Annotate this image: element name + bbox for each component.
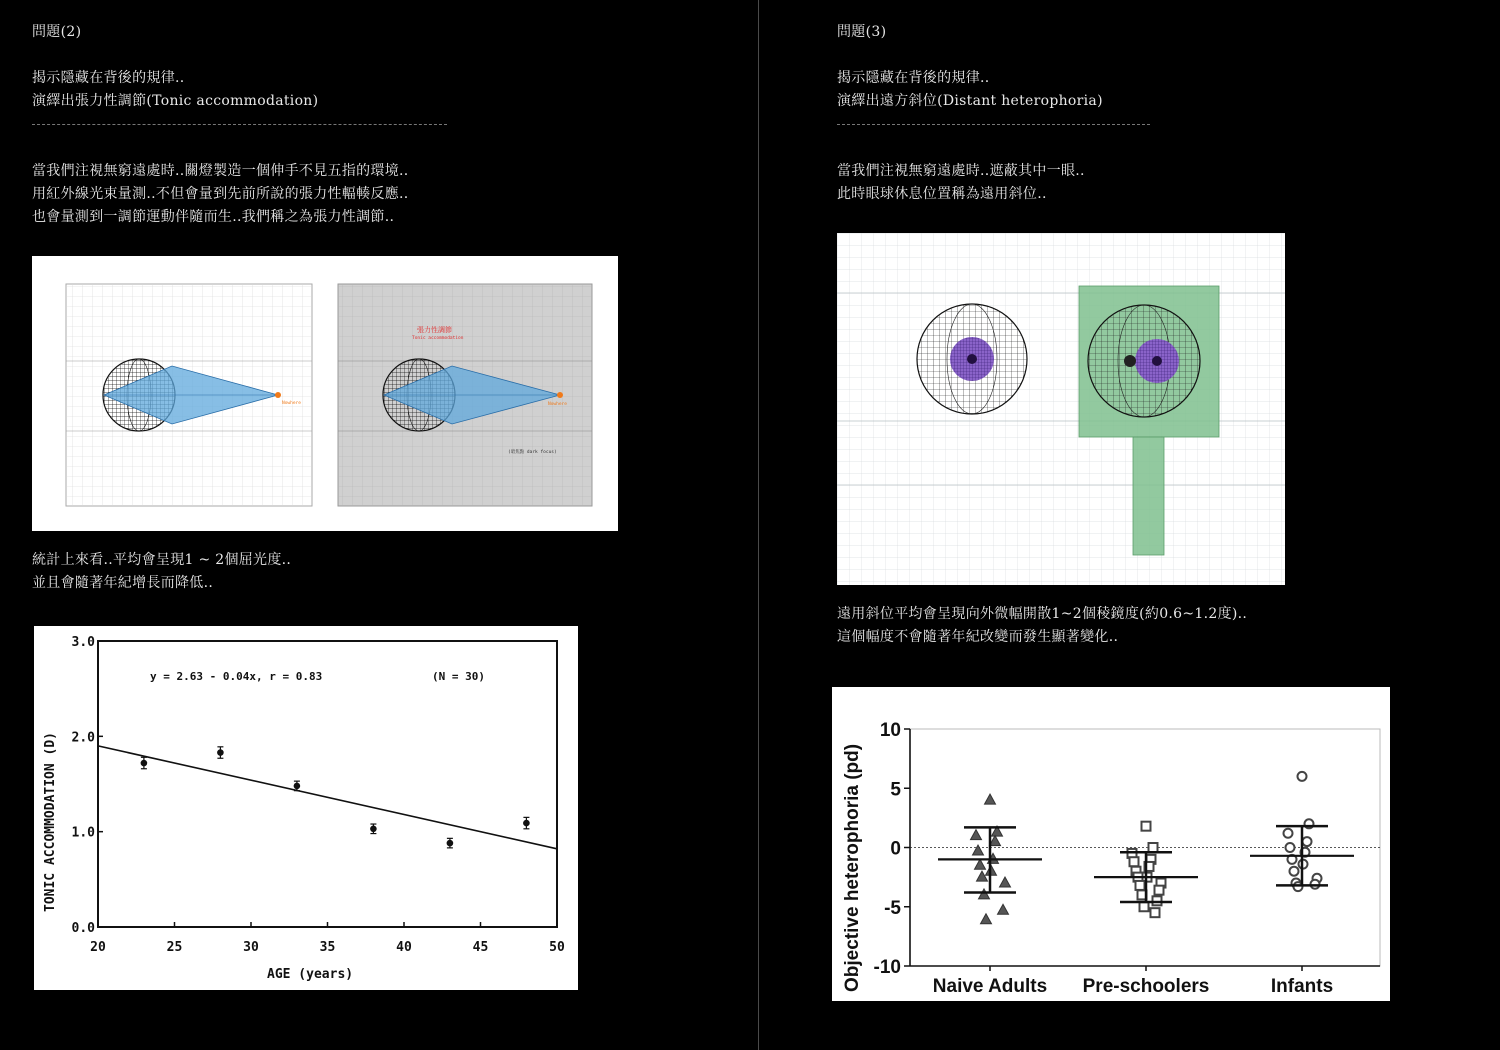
uncovered-eye-icon xyxy=(917,304,1027,414)
data-point xyxy=(523,820,530,827)
right-subtitle-label: Tonic accommodation xyxy=(412,336,464,341)
triangle-marker xyxy=(977,871,988,881)
square-marker xyxy=(1136,881,1145,890)
left-paragraph-line-3: 也會量測到一調節運動伴隨而生..我們稱之為張力性調節.. xyxy=(32,209,395,225)
tonic-accommodation-illustration xyxy=(32,256,618,531)
heterophoria-chart xyxy=(832,687,1390,1001)
left-intro-line-2: 演繹出張力性調節(Tonic accommodation) xyxy=(32,93,319,109)
circle-marker xyxy=(1303,837,1312,846)
triangle-marker xyxy=(981,914,992,924)
chart-x-axis-label: AGE (years) xyxy=(267,967,354,982)
data-point xyxy=(447,840,454,847)
right-paragraph-line-2: 此時眼球休息位置稱為遠用斜位.. xyxy=(837,186,1047,202)
chart-y-axis-label: Objective heterophoria (pd) xyxy=(842,743,863,992)
right-result-line-2: 這個幅度不會隨著年紀改變而發生顯著變化.. xyxy=(837,629,1119,645)
circle-marker xyxy=(1286,843,1295,852)
triangle-marker xyxy=(998,904,1009,914)
y-tick-label: -10 xyxy=(873,957,901,978)
y-tick-label: 3.0 xyxy=(71,635,95,650)
x-tick-label: 35 xyxy=(319,940,336,955)
chart-plot-frame xyxy=(910,729,1380,966)
right-title-label: 張力性調節 xyxy=(417,326,452,334)
group-label: Pre-schoolers xyxy=(1082,976,1210,997)
x-tick-label: 20 xyxy=(90,940,106,955)
group-label: Infants xyxy=(1270,976,1334,997)
triangle-marker xyxy=(973,845,984,855)
square-marker xyxy=(1130,857,1139,866)
square-marker xyxy=(1149,843,1158,852)
dark-focus-note: (暗焦點 dark focus) xyxy=(508,450,557,455)
y-tick-label: 0.0 xyxy=(71,921,95,936)
circle-marker xyxy=(1290,867,1299,876)
left-paragraph-line-1: 當我們注視無窮遠處時..關燈製造一個伸手不見五指的環境.. xyxy=(32,163,409,179)
data-point xyxy=(217,749,224,756)
x-tick-label: 25 xyxy=(166,940,183,955)
triangle-marker xyxy=(975,859,986,869)
data-point xyxy=(370,826,377,833)
data-point xyxy=(141,760,148,767)
focus-point-icon xyxy=(557,392,563,398)
x-tick-label: 40 xyxy=(396,940,412,955)
regression-line xyxy=(98,746,557,849)
x-tick-label: 50 xyxy=(549,940,565,955)
y-tick-label: 5 xyxy=(890,779,901,801)
x-tick-label: 45 xyxy=(472,940,489,955)
data-point xyxy=(294,783,301,790)
left-dashed-divider xyxy=(32,124,447,125)
right-result-line-1: 遠用斜位平均會呈現向外微幅開散1~2個稜鏡度(約0.6~1.2度).. xyxy=(837,606,1248,622)
y-tick-label: -5 xyxy=(884,897,901,919)
left-intro-line-1: 揭示隱藏在背後的規律.. xyxy=(32,70,185,86)
chart-y-axis-label: TONIC ACCOMMODATION (D) xyxy=(43,731,58,912)
left-heading: 問題(2) xyxy=(32,24,82,40)
cover-test-illustration xyxy=(837,233,1285,585)
dark-condition-panel xyxy=(338,284,592,506)
triangle-marker xyxy=(979,889,990,899)
page-divider xyxy=(758,0,759,1050)
y-tick-label: 2.0 xyxy=(71,730,95,746)
left-stat-line-1: 統計上來看..平均會呈現1 ~ 2個屈光度.. xyxy=(32,552,292,568)
y-tick-label: 0 xyxy=(890,838,901,860)
focus-point-icon xyxy=(275,392,281,398)
chart-sample-size: (N = 30) xyxy=(432,670,485,683)
square-marker xyxy=(1151,908,1160,917)
right-paragraph-line-1: 當我們注視無窮遠處時..遮蔽其中一眼.. xyxy=(837,163,1085,179)
right-intro-line-1: 揭示隱藏在背後的規律.. xyxy=(837,70,990,86)
right-page xyxy=(760,0,1500,1050)
triangle-marker xyxy=(971,830,982,840)
circle-marker xyxy=(1284,829,1293,838)
triangle-marker xyxy=(1000,877,1011,887)
tonic-accommodation-chart xyxy=(34,626,578,990)
chart-plot-frame xyxy=(98,641,557,927)
bright-condition-panel xyxy=(66,284,312,506)
right-intro-line-2: 演繹出遠方斜位(Distant heterophoria) xyxy=(837,93,1103,109)
square-marker xyxy=(1140,902,1149,911)
circle-marker xyxy=(1298,772,1307,781)
right-point-label: Nowhere xyxy=(548,402,567,407)
covered-eye-icon xyxy=(1088,305,1200,417)
right-heading: 問題(3) xyxy=(837,24,887,40)
left-paragraph-line-2: 用紅外線光束量測..不但會量到先前所說的張力性輻輳反應.. xyxy=(32,186,409,202)
y-tick-label: 1.0 xyxy=(71,825,95,841)
triangle-marker xyxy=(985,794,996,804)
square-marker xyxy=(1155,886,1164,895)
square-marker xyxy=(1142,822,1151,831)
group-label: Naive Adults xyxy=(932,976,1048,997)
y-tick-label: 10 xyxy=(879,720,901,741)
left-stat-line-2: 並且會隨著年紀增長而降低.. xyxy=(32,575,214,591)
chart-equation: y = 2.63 - 0.04x, r = 0.83 xyxy=(150,670,323,683)
x-tick-label: 30 xyxy=(243,940,259,955)
left-point-label: Nowhere xyxy=(282,401,301,406)
right-dashed-divider xyxy=(837,124,1150,125)
